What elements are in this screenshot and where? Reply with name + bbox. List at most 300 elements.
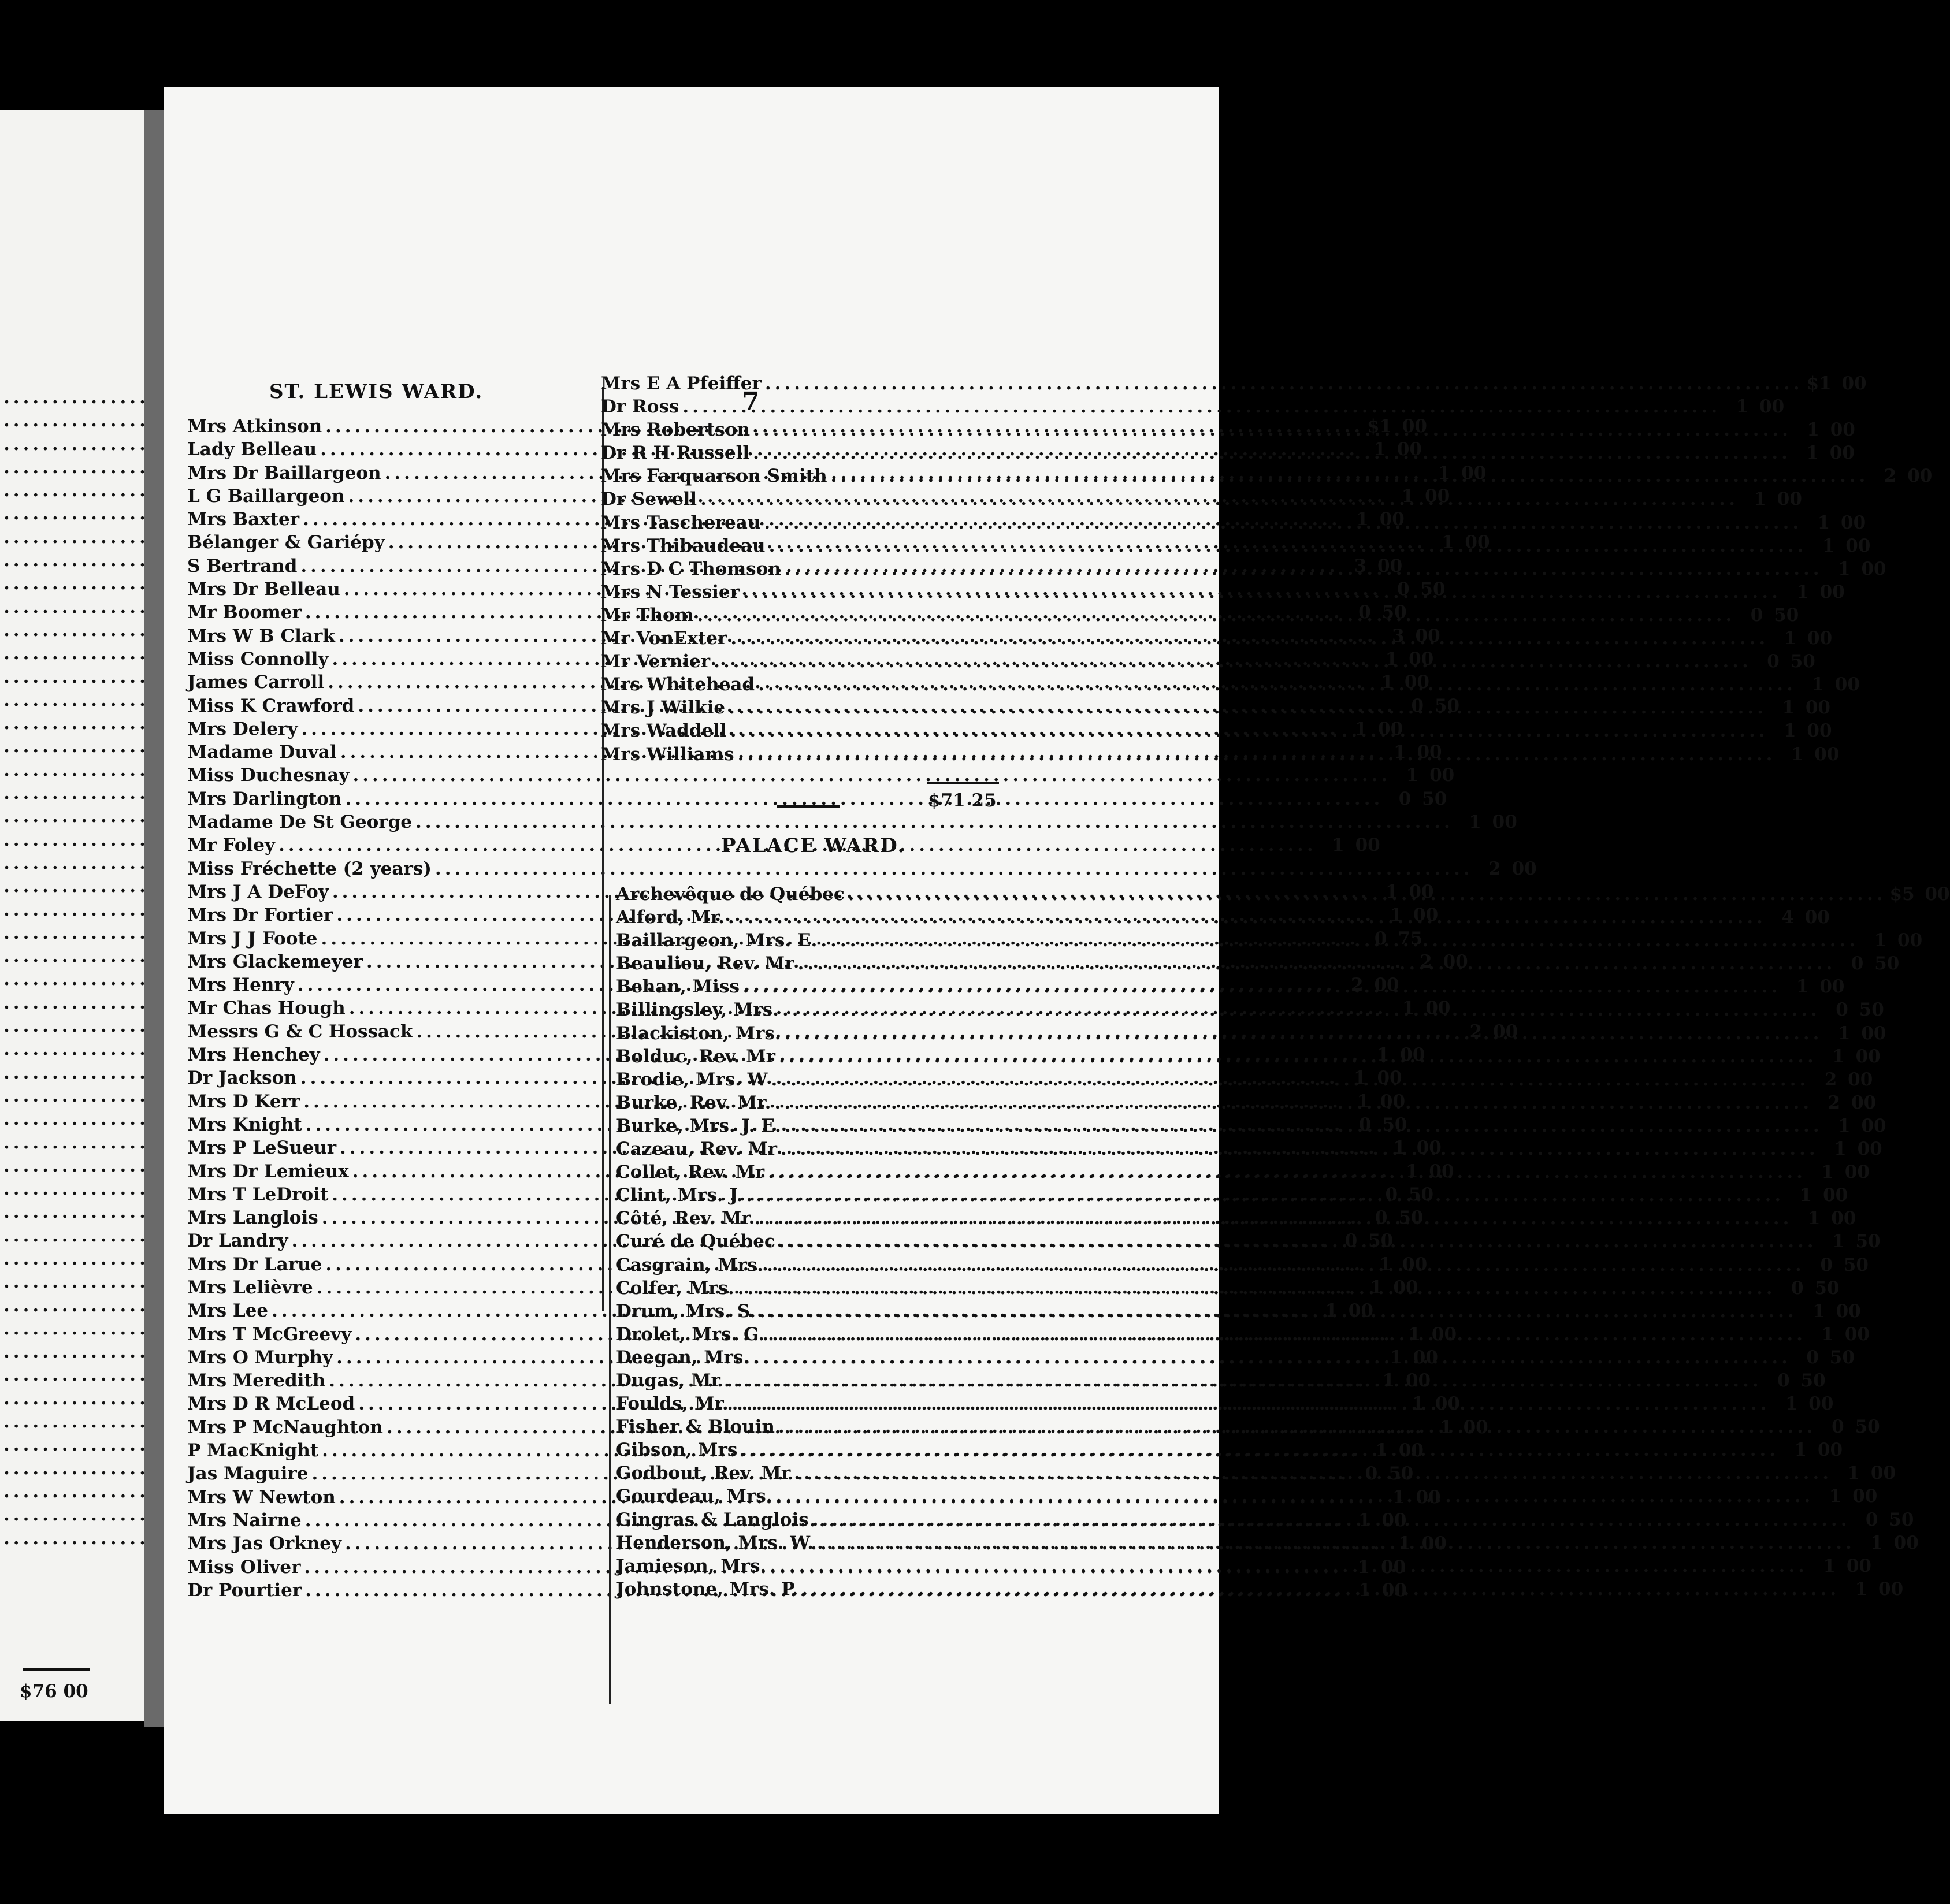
list-item xyxy=(0,1155,121,1178)
leader-dots xyxy=(682,396,1721,417)
amount-cents: 00 xyxy=(1425,998,1451,1019)
contributor-name: Mrs Robertson xyxy=(601,419,751,441)
contributor-name: Henderson, Mrs. W. xyxy=(616,1532,814,1553)
contributor-name: James Carroll xyxy=(187,672,325,693)
amount-dollars: 1 xyxy=(1354,1068,1366,1089)
contributor-name: Miss Connolly xyxy=(187,648,329,670)
amount-cents: 00 xyxy=(1417,742,1442,763)
amount-dollars: 1 xyxy=(1440,1416,1453,1438)
list-item xyxy=(616,1046,1881,1069)
amount xyxy=(1796,1208,1856,1229)
amount-cents: 00 xyxy=(1925,884,1950,905)
amount-cents: 50 xyxy=(1829,1347,1855,1368)
amount-cents: 00 xyxy=(1461,462,1487,484)
leader-dots xyxy=(732,1393,1770,1414)
amount-cents: 75 xyxy=(1398,928,1423,949)
list-item xyxy=(187,858,1537,882)
amount-cents: 00 xyxy=(1819,581,1845,603)
leader-dots xyxy=(746,1185,1784,1206)
st-lewis-ward-total-rule xyxy=(927,782,999,784)
amount xyxy=(1739,605,1799,626)
amount-cents: 00 xyxy=(1396,439,1422,460)
list-item xyxy=(616,1139,1882,1162)
amount xyxy=(1779,744,1839,765)
amount xyxy=(1742,489,1802,510)
amount-dollars: 1 xyxy=(1381,672,1394,693)
leader-dots xyxy=(753,419,1792,440)
contributor-name: Behan, Miss xyxy=(616,976,740,998)
list-item xyxy=(616,1300,1861,1324)
contributor-name: Mrs T McGreevy xyxy=(187,1323,352,1345)
leader-dots xyxy=(767,1255,1805,1275)
amount xyxy=(1457,812,1517,832)
list-item xyxy=(0,923,121,946)
amount-dollars: $5 xyxy=(1889,884,1915,905)
list-item xyxy=(601,743,1840,767)
facing-page-total: $76 00 xyxy=(20,1681,88,1702)
leader-dots xyxy=(435,858,1473,879)
contributor-name: S Bertrand xyxy=(187,555,298,577)
list-item xyxy=(616,1092,1877,1115)
leader-dots xyxy=(769,536,1807,556)
amount-cents: 00 xyxy=(1379,509,1405,530)
contributor-name: Mrs Waddell xyxy=(601,720,727,742)
list-item xyxy=(0,760,121,783)
amount-cents: 50 xyxy=(1800,1370,1826,1391)
amount-dollars: 0 xyxy=(1411,695,1424,716)
list-item xyxy=(0,1039,121,1062)
contributor-name: Miss Fréchette (2 years) xyxy=(187,858,432,879)
amount-dollars: 1 xyxy=(1838,558,1851,579)
contributor-name: Beaulieu, Rev. Mr xyxy=(616,953,794,975)
leader-dots xyxy=(781,1139,1819,1159)
amount-cents: 00 xyxy=(1443,951,1468,972)
leader-dots xyxy=(785,1023,1823,1044)
amount xyxy=(1812,1069,1873,1090)
amount xyxy=(1822,1139,1882,1159)
leader-dots xyxy=(794,1463,1832,1483)
list-item xyxy=(601,396,1785,419)
amount-cents: 50 xyxy=(1889,1509,1914,1530)
amount-dollars: 0 xyxy=(1385,1184,1398,1205)
amount-dollars: 0 xyxy=(1777,1370,1790,1391)
contributor-name: Mrs D Kerr xyxy=(187,1091,300,1112)
amount-cents: 00 xyxy=(1855,1046,1881,1067)
amount-dollars: 0 xyxy=(1375,1207,1388,1229)
list-item xyxy=(0,1481,121,1504)
amount-dollars: 2 xyxy=(1469,1021,1483,1042)
amount-cents: 00 xyxy=(1807,720,1832,742)
amount-cents: 00 xyxy=(1861,1022,1886,1044)
amount-dollars: 1 xyxy=(1829,1486,1842,1507)
amount xyxy=(1806,512,1866,533)
amount-cents: 00 xyxy=(1378,718,1403,739)
contributor-name: Fisher & Blouin xyxy=(616,1416,775,1438)
amount-cents: 00 xyxy=(1465,532,1490,553)
contributor-name: Collet, Rev. Mr xyxy=(616,1162,765,1183)
amount-dollars: 1 xyxy=(1817,512,1830,533)
amount-cents: 50 xyxy=(1855,1231,1881,1252)
amount-dollars: 1 xyxy=(1412,1393,1424,1415)
contributor-name: Gourdeau, Mrs. xyxy=(616,1486,772,1507)
st-lewis-ward-total: $71 25 xyxy=(928,790,997,811)
amount-dollars: 1 xyxy=(1874,930,1887,951)
leader-dots xyxy=(753,442,1791,463)
amount-dollars: 1 xyxy=(1386,881,1398,902)
amount-cents: 00 xyxy=(1857,1139,1882,1160)
amount-dollars: 1 xyxy=(1855,1578,1868,1600)
amount-cents: 00 xyxy=(1431,1323,1457,1345)
amount-cents: 00 xyxy=(1409,648,1434,670)
contributor-name: Brodie, Mrs. W xyxy=(616,1069,768,1090)
contributor-name: Mr Thom xyxy=(601,604,694,626)
list-item xyxy=(0,1341,121,1364)
amount xyxy=(1826,559,1886,579)
facing-page-edge xyxy=(0,110,151,1721)
list-item xyxy=(0,783,121,806)
amount-cents: 00 xyxy=(1374,975,1399,996)
amount xyxy=(1800,674,1860,695)
contributor-name: Mrs Delery xyxy=(187,718,298,739)
amount xyxy=(1817,1486,1877,1507)
amount-cents: 50 xyxy=(1774,604,1799,626)
amount-cents: 50 xyxy=(1790,651,1815,672)
amount xyxy=(1807,373,1867,394)
amount-cents: 00 xyxy=(1831,1208,1856,1229)
contributor-name: Mrs Glackemeyer xyxy=(187,951,363,972)
list-item xyxy=(601,558,1886,582)
list-item xyxy=(0,1318,121,1341)
amount-dollars: 1 xyxy=(1754,489,1766,510)
amount-dollars: 1 xyxy=(1406,765,1419,786)
amount-dollars: 1 xyxy=(1791,743,1804,765)
amount xyxy=(1477,858,1537,879)
amount-dollars: 1 xyxy=(1405,1161,1418,1182)
amount-dollars: 2 xyxy=(1351,975,1364,996)
leader-dots xyxy=(768,1324,1806,1345)
leader-dots xyxy=(770,1556,1808,1576)
amount-dollars: 1 xyxy=(1438,462,1451,484)
list-item xyxy=(616,1532,1919,1556)
amount-dollars: 1 xyxy=(1796,581,1809,603)
list-item xyxy=(0,434,121,457)
list-item xyxy=(0,1109,121,1132)
contributor-name: Drolet, Mrs. G. xyxy=(616,1323,765,1345)
amount xyxy=(1320,835,1380,856)
amount-dollars: 1 xyxy=(1812,1300,1825,1322)
contributor-name: Mrs J A DeFoy xyxy=(187,881,329,902)
amount xyxy=(1795,419,1855,440)
list-item xyxy=(0,1504,121,1527)
contributor-name: Drum, Mrs. S. xyxy=(616,1300,756,1322)
contributor-name: Mrs Dr Lemieux xyxy=(187,1161,349,1182)
amount-cents: 00 xyxy=(1851,1092,1877,1113)
amount xyxy=(1826,1115,1886,1136)
contributor-name: Mrs P McNaughton xyxy=(187,1416,383,1438)
list-item xyxy=(0,503,121,526)
leader-dots xyxy=(346,789,1384,809)
amount-dollars: 0 xyxy=(1344,1230,1358,1252)
amount-cents: 00 xyxy=(1405,1370,1431,1392)
contributor-name: Cazeau, Rev. Mr xyxy=(616,1139,777,1160)
amount-cents: 00 xyxy=(1846,1555,1871,1576)
amount-dollars: 1 xyxy=(1398,1533,1411,1555)
leader-dots xyxy=(801,1579,1840,1600)
leader-dots xyxy=(768,1162,1806,1182)
amount-dollars: 1 xyxy=(1357,1556,1370,1578)
amount-dollars: 1 xyxy=(1357,1091,1370,1112)
amount-dollars: 1 xyxy=(1376,1044,1390,1066)
amount-dollars: 1 xyxy=(1441,532,1454,553)
list-item xyxy=(0,550,121,573)
amount xyxy=(1810,1162,1870,1182)
contributor-name: Mrs J Wilkie xyxy=(601,697,726,719)
amount-cents: 00 xyxy=(1429,1161,1454,1182)
leader-dots xyxy=(764,512,1802,533)
amount-cents: 00 xyxy=(1413,1347,1438,1368)
contributor-name: Mr Foley xyxy=(187,835,275,856)
amount-cents: 00 xyxy=(1402,1254,1428,1275)
contributor-name: Foulds, Mr. xyxy=(616,1393,729,1415)
amount-dollars: 2 xyxy=(1420,951,1432,972)
amount-cents: 00 xyxy=(1416,1137,1442,1159)
amount-cents: 00 xyxy=(1413,905,1439,926)
amount xyxy=(1724,396,1784,417)
amount-cents: 00 xyxy=(1804,907,1830,928)
amount xyxy=(1772,628,1832,649)
list-item xyxy=(616,1440,1843,1463)
amount-cents: 50 xyxy=(1814,1277,1840,1299)
list-item xyxy=(0,643,121,666)
amount-cents: 00 xyxy=(1808,1393,1834,1415)
list-item xyxy=(0,1132,121,1155)
leader-dots xyxy=(352,765,1391,786)
contributor-name: Burke, Rev. Mr. xyxy=(616,1092,771,1113)
amount-dollars: 1 xyxy=(1379,1254,1392,1275)
amount xyxy=(1387,789,1447,809)
list-item xyxy=(0,667,121,690)
list-item xyxy=(0,1411,121,1434)
leader-dots xyxy=(758,674,1796,695)
contributor-name: Mrs Farquarson Smith xyxy=(601,466,827,487)
contributor-name: Deegan, Mrs. xyxy=(616,1347,750,1368)
amount-dollars: 1 xyxy=(1358,1579,1371,1601)
list-item xyxy=(616,976,1845,999)
contributor-name: Dr Pourtier xyxy=(187,1579,302,1601)
list-item xyxy=(0,946,121,969)
leader-dots xyxy=(755,1208,1793,1229)
list-item xyxy=(0,1202,121,1225)
contributor-name: Messrs G & C Hossack xyxy=(187,1021,413,1042)
amount-dollars: 1 xyxy=(1392,1486,1405,1508)
amount-dollars: 0 xyxy=(1396,579,1410,600)
list-item xyxy=(0,1271,121,1295)
amount-dollars: 2 xyxy=(1488,858,1501,879)
leader-dots xyxy=(697,605,1736,626)
amount-cents: 00 xyxy=(1844,1323,1870,1345)
leader-dots xyxy=(831,466,1869,486)
contributor-name: Mrs W Newton xyxy=(187,1486,336,1508)
contributor-name: Mrs Thibaudeau xyxy=(601,535,766,556)
contributor-name: Miss Duchesnay xyxy=(187,765,350,786)
leader-dots xyxy=(774,1092,1812,1113)
contributor-name: Mrs Lee xyxy=(187,1300,269,1322)
amount xyxy=(1811,1556,1871,1576)
amount-dollars: 0 xyxy=(1750,604,1763,626)
amount-dollars: 2 xyxy=(1824,1069,1837,1090)
amount xyxy=(1890,884,1950,905)
amount-dollars: 1 xyxy=(1783,720,1796,742)
leader-dots xyxy=(729,697,1767,718)
leader-dots xyxy=(812,1509,1851,1530)
leader-dots xyxy=(778,1416,1817,1437)
list-item xyxy=(0,899,121,923)
contributor-name: Billingsley, Mrs. xyxy=(616,999,779,1021)
amount-dollars: 2 xyxy=(1828,1092,1841,1113)
contributor-name: Mrs D C Thomson xyxy=(601,558,781,579)
list-item xyxy=(0,1528,121,1551)
contributor-name: Madame Duval xyxy=(187,742,337,763)
amount xyxy=(1816,1092,1876,1113)
st-lewis-ward-total-dash xyxy=(777,805,840,808)
amount-cents: 00 xyxy=(1425,485,1450,507)
contributor-name: Mr Boomer xyxy=(187,602,302,623)
leader-dots xyxy=(714,648,1752,672)
amount-cents: 00 xyxy=(1897,930,1923,951)
contributor-name: Dugas, Mr xyxy=(616,1370,720,1391)
list-item xyxy=(0,1016,121,1039)
amount-dollars: 1 xyxy=(1837,1022,1851,1044)
amount-dollars: 1 xyxy=(1823,1555,1836,1576)
leader-dots xyxy=(738,1278,1776,1299)
amount-dollars: 1 xyxy=(1834,1139,1847,1160)
amount-dollars: 1 xyxy=(1356,509,1369,530)
list-item xyxy=(0,1225,121,1248)
list-item xyxy=(0,969,121,992)
list-item xyxy=(616,1162,1870,1185)
amount-dollars: 1 xyxy=(1847,1463,1860,1484)
contributor-name: Mrs Jas Orkney xyxy=(187,1533,341,1555)
amount-cents: 00 xyxy=(1878,1578,1904,1600)
amount-cents: 00 xyxy=(1400,1044,1425,1066)
list-item xyxy=(0,830,121,853)
amount-dollars: 1 xyxy=(1382,1370,1395,1392)
leader-dots xyxy=(817,1533,1855,1553)
amount-dollars: 1 xyxy=(1799,1185,1812,1206)
amount-cents: 00 xyxy=(1777,489,1802,510)
contributor-name: P MacKnight xyxy=(187,1440,319,1462)
contributor-name: Côté, Rev. Mr xyxy=(616,1208,751,1229)
amount-cents: 00 xyxy=(1817,1440,1843,1461)
page xyxy=(164,87,1950,1814)
contributor-name: Mrs N Tessier xyxy=(601,581,740,603)
amount-dollars: 1 xyxy=(1811,674,1824,696)
contributor-name: Mr Chas Hough xyxy=(187,998,346,1019)
st-lewis-ward-continued-list xyxy=(601,373,1933,767)
contributor-name: Dr R H Russell xyxy=(601,442,750,464)
list-item xyxy=(0,527,121,550)
amount-dollars: 1 xyxy=(1838,1115,1851,1136)
amount-cents: 00 xyxy=(1830,419,1855,441)
amount xyxy=(1773,1393,1833,1414)
palace-ward-title: PALACE WARD. xyxy=(721,834,906,857)
contributor-name: Mrs Baxter xyxy=(187,509,300,530)
amount-dollars: 1 xyxy=(1390,905,1403,926)
page-number: 7 xyxy=(742,387,760,416)
leader-dots xyxy=(741,1440,1779,1460)
list-item xyxy=(0,690,121,713)
amount-dollars: 0 xyxy=(1806,1347,1819,1368)
amount xyxy=(1780,1278,1840,1299)
amount-cents: 00 xyxy=(1415,625,1440,646)
contributor-name: Mrs E A Pfeiffer xyxy=(601,373,762,394)
leader-dots xyxy=(776,1486,1814,1507)
amount-dollars: 1 xyxy=(1832,1046,1845,1067)
leader-dots xyxy=(724,1370,1762,1391)
amount xyxy=(1772,720,1832,741)
amount-cents: 00 xyxy=(1814,743,1840,765)
amount xyxy=(1843,1579,1903,1600)
amount-dollars: 3 xyxy=(1392,625,1405,646)
amount-cents: 00 xyxy=(1429,765,1455,786)
list-item xyxy=(0,597,121,620)
list-item xyxy=(601,442,1855,466)
amount-cents: 00 xyxy=(1893,1532,1919,1553)
amount-cents: 00 xyxy=(1402,416,1427,437)
leader-dots xyxy=(743,582,1781,603)
list-item xyxy=(0,1248,121,1271)
list-item xyxy=(616,1069,1873,1092)
list-item xyxy=(0,806,121,829)
list-item xyxy=(616,1486,1878,1509)
contributor-name: Mrs Henchey xyxy=(187,1044,320,1066)
contributor-name: Mrs Whitehead xyxy=(601,674,755,696)
list-item xyxy=(601,489,1802,512)
amount-cents: 00 xyxy=(1381,1579,1407,1601)
amount xyxy=(1821,1231,1881,1252)
facing-page-amounts xyxy=(0,387,121,1551)
amount-cents: 00 xyxy=(1836,1300,1861,1322)
contributor-name: Clint, Mrs. J. xyxy=(616,1185,743,1206)
list-item xyxy=(0,992,121,1016)
contributor-name: Mrs Meredith xyxy=(187,1370,326,1392)
amount xyxy=(1784,976,1844,997)
amount-dollars: 1 xyxy=(1794,1440,1807,1461)
facing-page-total-rule xyxy=(23,1668,90,1671)
amount-dollars: 0 xyxy=(1398,788,1412,809)
amount xyxy=(1820,1416,1880,1437)
amount-dollars: 0 xyxy=(1358,602,1371,623)
contributor-name: Mr VonExter xyxy=(601,628,727,649)
amount-cents: 00 xyxy=(1463,1416,1488,1438)
contributor-name: Mrs Langlois xyxy=(187,1207,318,1229)
list-item xyxy=(601,373,1867,396)
amount-dollars: 1 xyxy=(1393,1137,1406,1159)
amount-cents: 00 xyxy=(1834,674,1860,696)
contributor-name: L G Baillargeon xyxy=(187,485,345,507)
amount-cents: 00 xyxy=(1404,672,1429,693)
amount xyxy=(1854,1509,1914,1530)
leader-dots xyxy=(730,720,1769,741)
list-item xyxy=(0,620,121,643)
amount-dollars: 0 xyxy=(1365,1463,1378,1485)
contributor-name: Alford, Mr. xyxy=(616,907,725,928)
contributor-name: Mrs Taschereau xyxy=(601,512,761,533)
amount-cents: 00 xyxy=(1511,858,1537,879)
list-item xyxy=(616,1323,1870,1347)
amount-cents: 50 xyxy=(1434,695,1460,716)
contributor-name: Dr Jackson xyxy=(187,1068,297,1089)
